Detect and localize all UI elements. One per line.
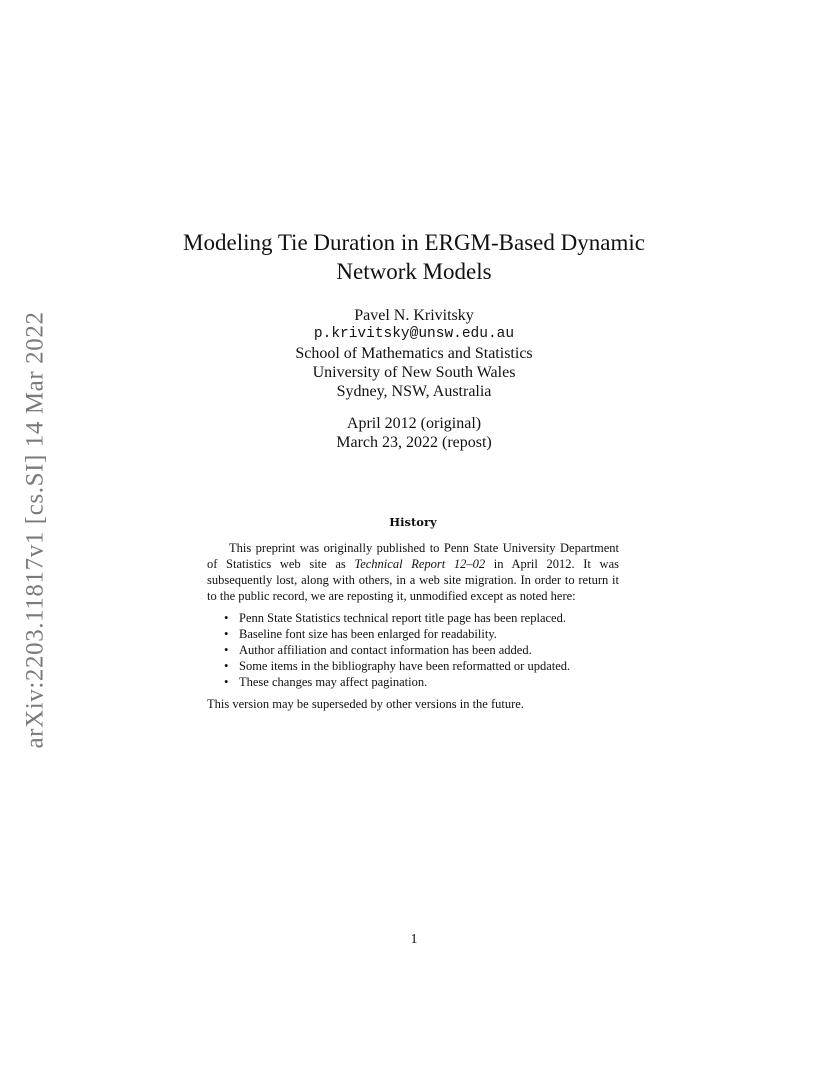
author-block	[150, 306, 678, 401]
paper-title-line-1: Modeling Tie Duration in ERGM-Based Dynamic	[183, 230, 645, 255]
history-section	[207, 514, 619, 712]
author-location: Sydney, NSW, Australia	[336, 383, 492, 400]
bullet-icon: •	[224, 675, 229, 689]
list-item	[224, 610, 619, 626]
bullet-icon: •	[224, 659, 229, 673]
list-item-text: These changes may affect pagination.	[239, 675, 428, 689]
technical-report-reference: Technical Report 12–02	[354, 557, 486, 571]
list-item	[224, 626, 619, 642]
list-item-text: Some items in the bibliography have been reformatted or updated.	[239, 659, 571, 673]
date-repost: March 23, 2022 (repost)	[336, 434, 492, 451]
arxiv-stamp-text: arXiv:2203.11817v1 [cs.SI] 14 Mar 2022	[22, 311, 50, 749]
arxiv-stamp	[18, 295, 54, 765]
author-name: Pavel N. Krivitsky	[354, 307, 474, 324]
list-item	[224, 674, 619, 690]
date-original: April 2012 (original)	[346, 415, 482, 432]
history-footer: This version may be superseded by other versions in the future.	[207, 697, 524, 711]
author-email[interactable]: p.krivitsky@unsw.edu.au	[313, 326, 515, 342]
history-heading: History	[389, 515, 437, 529]
title-block	[150, 228, 678, 286]
list-item	[224, 658, 619, 674]
list-item	[224, 642, 619, 658]
list-item-text: Penn State Statistics technical report title page has been replaced.	[239, 611, 566, 625]
history-paragraph-part-2: in April 2012. It was subsequently lost, along with others, in a web site migration. In order to return it to the public record, we are reposting it, unmodified except as noted here:	[207, 557, 619, 603]
bullet-icon: •	[224, 643, 229, 657]
list-item-text: Baseline font size has been enlarged for readability.	[239, 627, 497, 641]
list-item-text: Author affiliation and contact information has been added.	[239, 643, 532, 657]
page-number: 1	[410, 932, 418, 947]
history-paragraph-part-1: This preprint was originally published to Penn State University Department of Statistics web site as	[207, 541, 619, 571]
bullet-icon: •	[224, 627, 229, 641]
author-school: School of Mathematics and Statistics	[295, 345, 533, 362]
dates-block	[150, 414, 678, 452]
paper-title-line-2: Network Models	[336, 259, 492, 284]
paper-title	[150, 228, 678, 286]
bullet-icon: •	[224, 611, 229, 625]
history-paragraph	[207, 540, 619, 604]
changes-list	[207, 610, 619, 690]
author-university: University of New South Wales	[312, 364, 516, 381]
